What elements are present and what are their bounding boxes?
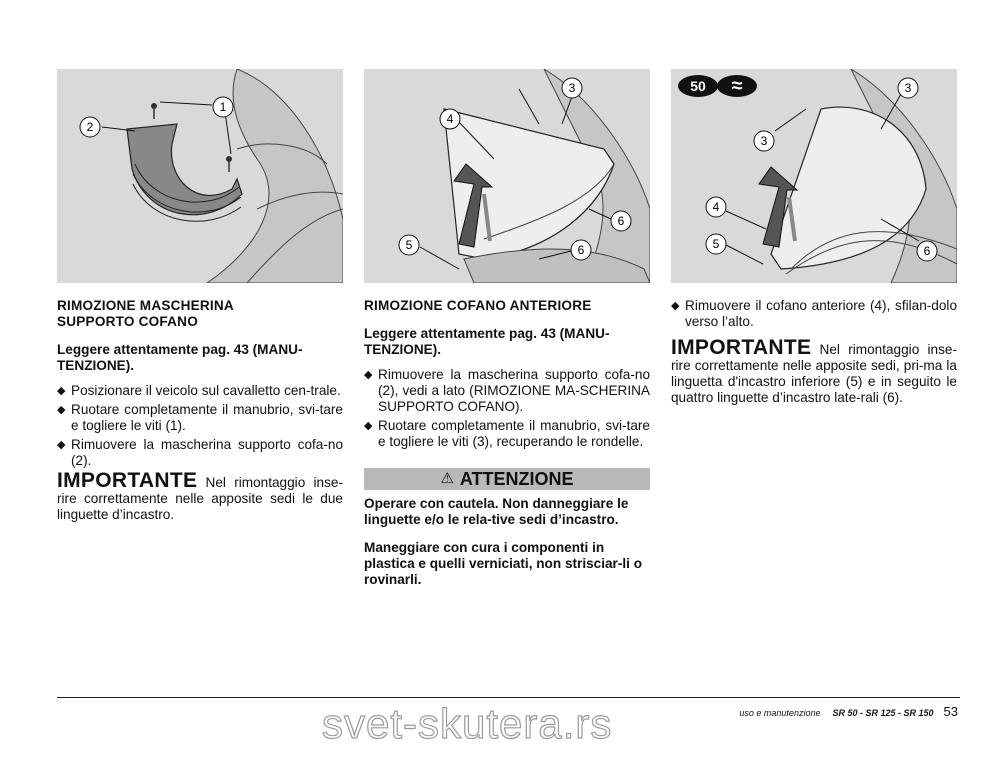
list-item: ◆ Rimuovere la mascherina supporto cofa-no (2). — [57, 437, 343, 468]
svg-text:6: 6 — [617, 214, 625, 228]
footer-rule — [57, 697, 960, 698]
callout-4 — [706, 197, 726, 217]
svg-text:3: 3 — [904, 81, 912, 95]
bullet-icon: ◆ — [57, 404, 66, 416]
section-cofano-50 — [671, 298, 957, 406]
callout-3 — [562, 78, 582, 98]
scooter-cofano-50-illustration — [671, 69, 957, 283]
important-note: IMPORTANTE Nel rimontaggio inse-rire correttamente nelle apposite sedi le due linguette d’incastro. — [57, 469, 343, 522]
callout-4 — [440, 109, 460, 129]
engine-50-badge — [678, 75, 757, 97]
callout-5 — [399, 235, 419, 255]
screw-icon — [226, 156, 232, 172]
svg-text:6: 6 — [923, 244, 931, 258]
bullet-icon: ◆ — [364, 369, 373, 381]
figure-mascherina-removal — [57, 69, 343, 283]
model-list: SR 50 - SR 125 - SR 150 — [832, 708, 934, 718]
scooter-cofano-illustration — [364, 69, 650, 283]
steps-list — [364, 367, 650, 450]
section-title: RIMOZIONE COFANO ANTERIORE — [364, 298, 592, 313]
figure-cofano-50 — [671, 69, 957, 283]
warning-icon: ⚠ — [440, 470, 454, 487]
read-note: Leggere attentamente pag. 43 (MANU-TENZIONE). — [364, 326, 610, 357]
callout-1 — [213, 97, 233, 117]
warning-text: Maneggiare con cura i componenti in plastica e quelli verniciati, non strisciar-li o rovinarli. — [364, 540, 643, 587]
warning-text: Operare con cautela. Non danneggiare le linguette e/o le rela-tive sedi d’incastro. — [364, 496, 629, 527]
list-item: ◆ Posizionare il veicolo sul cavalletto cen-trale. — [57, 383, 341, 398]
watermark: svet-skutera.rs — [322, 700, 613, 747]
callout-6 — [917, 241, 937, 261]
bullet-icon: ◆ — [364, 420, 373, 432]
steps-list — [671, 298, 957, 330]
bullet-icon: ◆ — [671, 300, 680, 312]
list-item: ◆ Ruotare completamente il manubrio, svi-tare e togliere le viti (3), recuperando le rondelle. — [364, 418, 650, 449]
important-note: IMPORTANTE Nel rimontaggio inse-rire correttamente nelle apposite sedi, pri-ma la linguetta d'incastro inferiore (5) e in seguito le quattro linguette d’incastro late-rali (6). — [671, 336, 957, 405]
section-title: RIMOZIONE MASCHERINA SUPPORTO COFANO — [57, 298, 234, 329]
read-note: Leggere attentamente pag. 43 (MANU-TENZIONE). — [57, 342, 303, 373]
steps-list — [57, 383, 343, 469]
warning-bar: ⚠ ATTENZIONE — [364, 468, 650, 490]
svg-text:5: 5 — [712, 237, 720, 251]
list-item: ◆ Rimuovere il cofano anteriore (4), sfilan-dolo verso l’alto. — [671, 298, 957, 329]
manual-title: uso e manutenzione — [739, 708, 821, 718]
section-mascherina — [57, 298, 343, 523]
callout-6 — [611, 211, 631, 231]
callout-3 — [898, 78, 918, 98]
page-number: 53 — [943, 704, 958, 719]
scooter-mascherina-illustration — [57, 69, 343, 283]
svg-text:3: 3 — [760, 134, 768, 148]
svg-text:5: 5 — [405, 238, 413, 252]
svg-text:3: 3 — [568, 81, 576, 95]
callout-5 — [706, 234, 726, 254]
bullet-icon: ◆ — [57, 439, 66, 451]
callout-3 — [754, 131, 774, 151]
svg-text:4: 4 — [446, 112, 454, 126]
callout-6 — [571, 240, 591, 260]
list-item: ◆ Ruotare completamente il manubrio, svi-tare e togliere le viti (1). — [57, 402, 343, 433]
svg-text:6: 6 — [577, 243, 585, 257]
svg-text:2: 2 — [86, 120, 94, 134]
svg-text:4: 4 — [712, 200, 720, 214]
bullet-icon: ◆ — [57, 385, 66, 397]
approx-icon: ≈ — [731, 75, 743, 97]
section-cofano — [364, 298, 650, 600]
svg-text:1: 1 — [219, 100, 227, 114]
page-footer — [739, 704, 958, 719]
screw-icon — [151, 103, 157, 119]
list-item: ◆ Rimuovere la mascherina supporto cofa-no (2), vedi a lato (RIMOZIONE MA-SCHERINA SUPPORTO COFANO). — [364, 367, 650, 414]
callout-2 — [80, 117, 100, 137]
figure-cofano-removal — [364, 69, 650, 283]
svg-text:50: 50 — [690, 78, 706, 94]
